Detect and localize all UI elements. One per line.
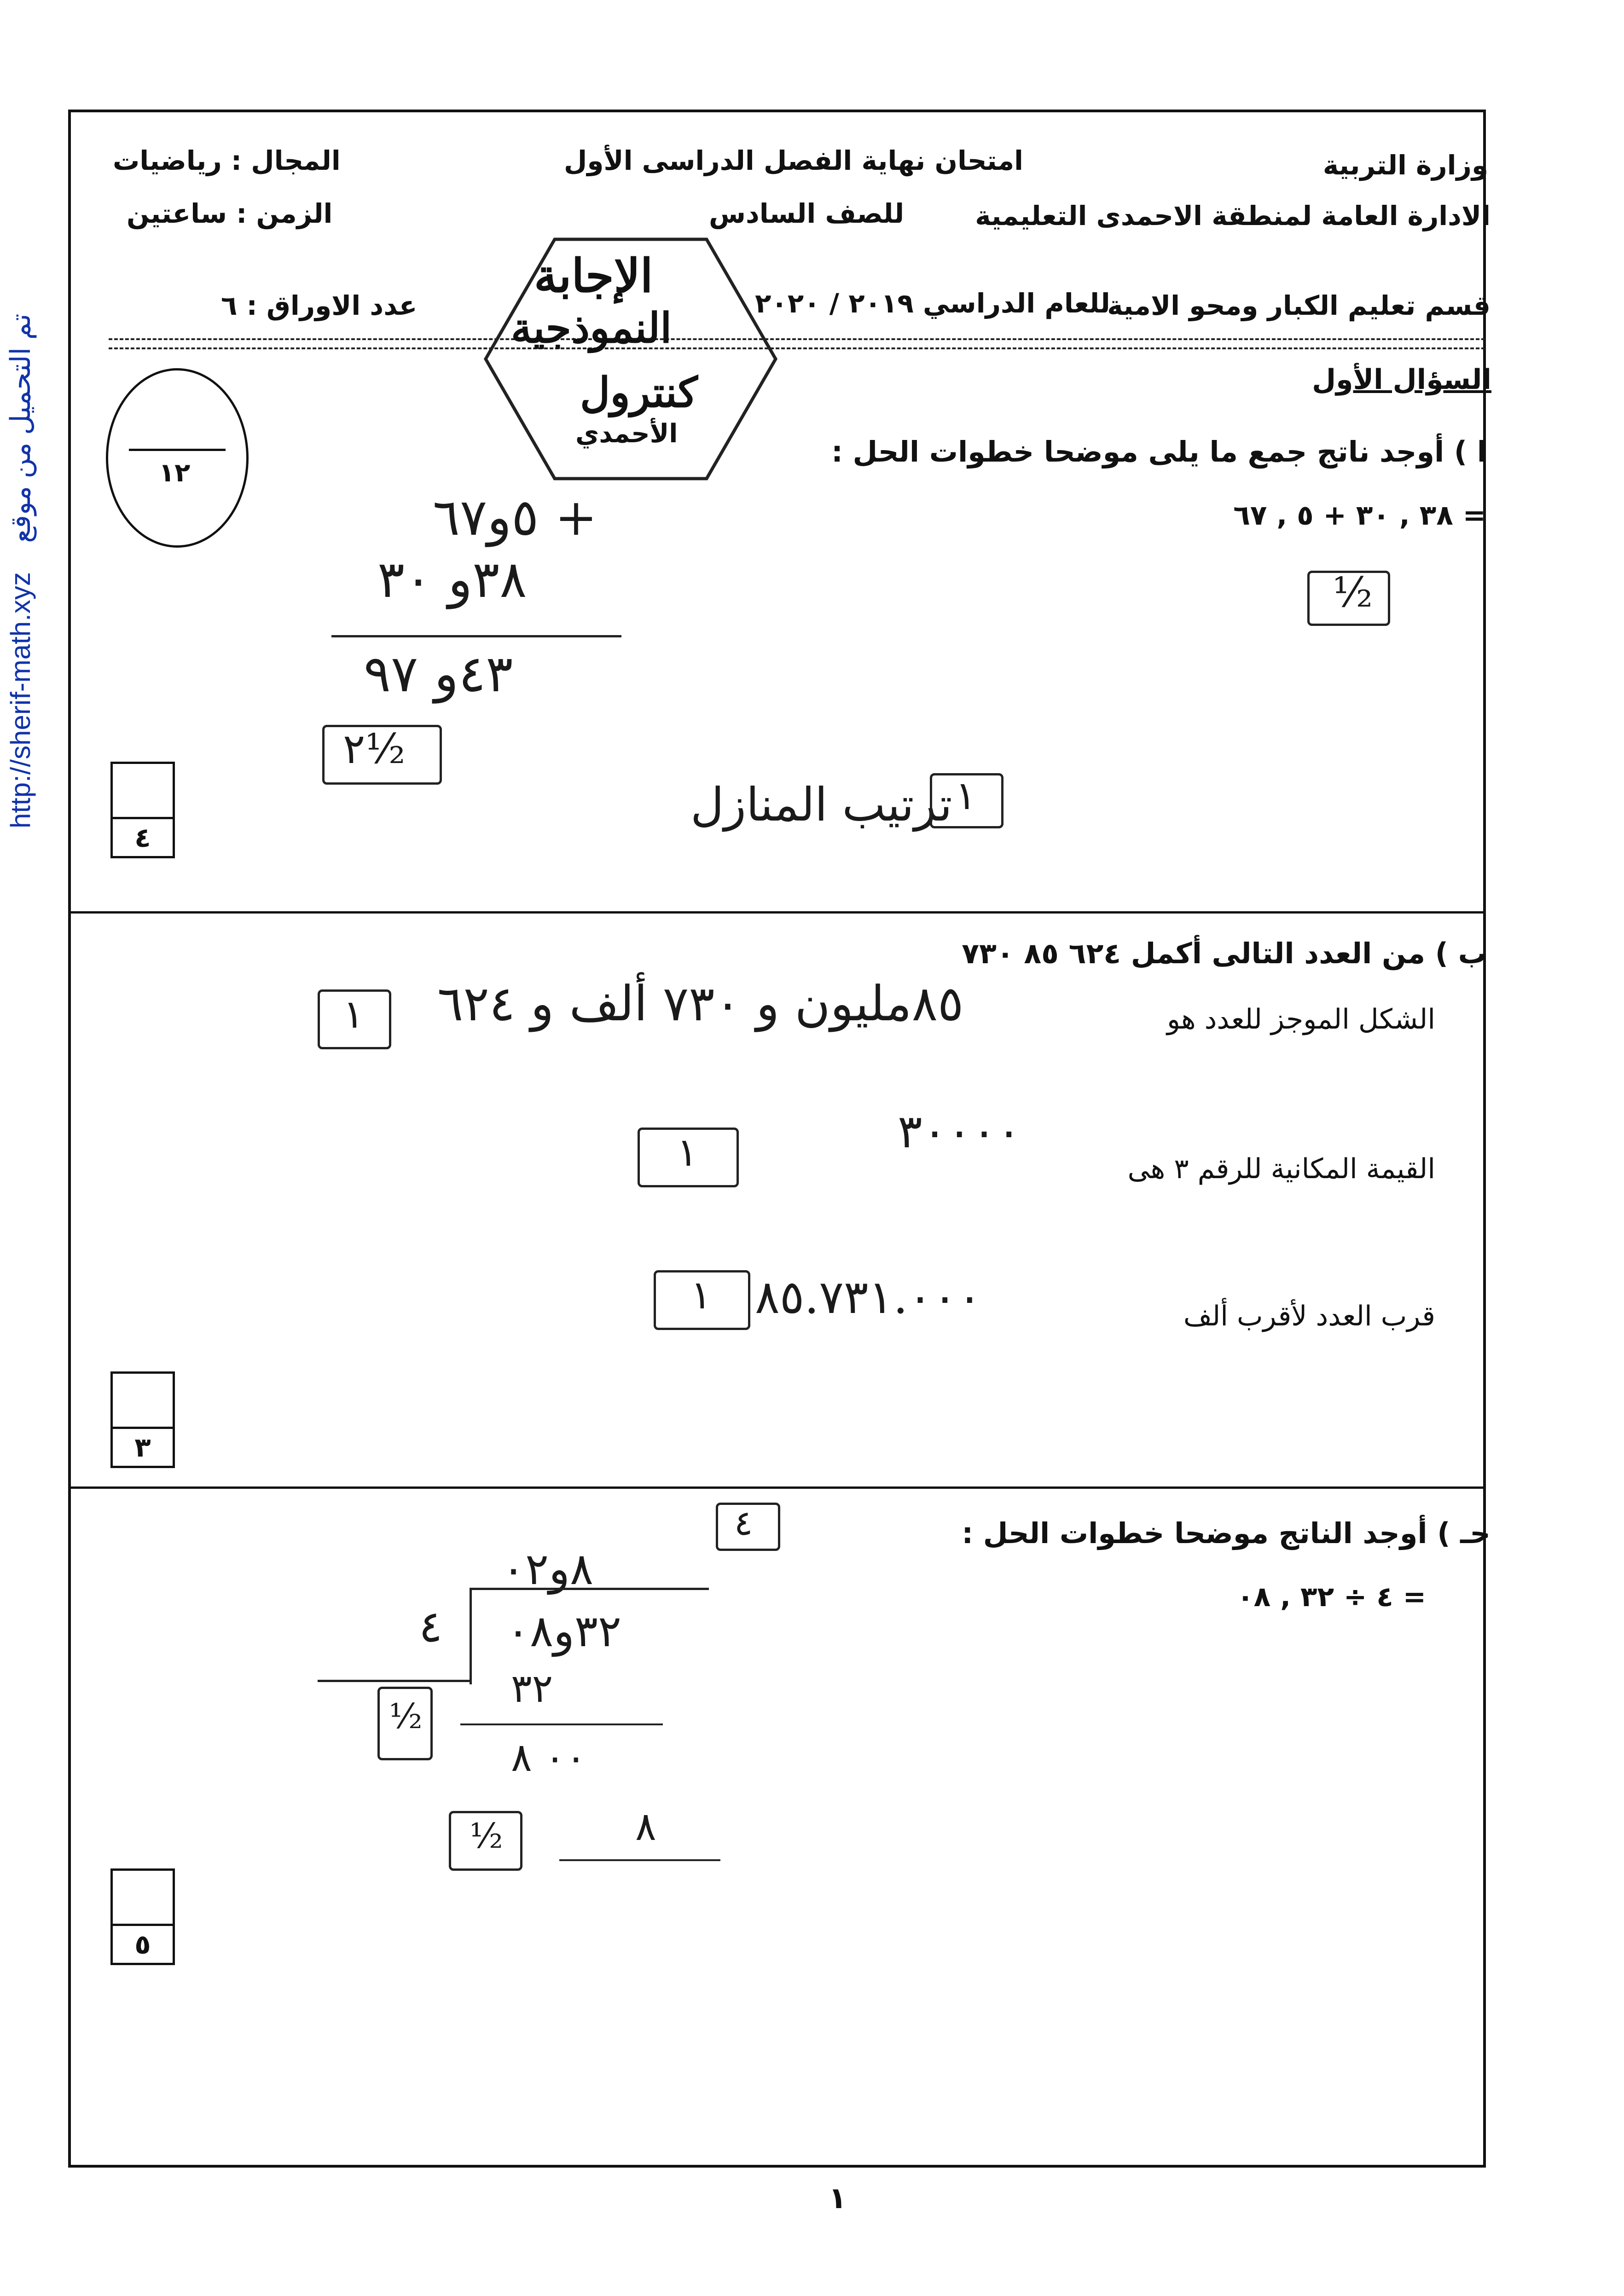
- q1c-prompt: حـ ) أوجد الناتج موضحا خطوات الحل :: [962, 1516, 1491, 1550]
- stamp-line-2: النموذجية: [511, 304, 672, 353]
- ministry-label: وزارة التربية: [1322, 150, 1488, 181]
- q1c-left-rule: [318, 1680, 472, 1682]
- q1a-note: ترتيب المنازل: [690, 778, 952, 832]
- q1c-step2: ٠٠ ٨: [511, 1735, 586, 1781]
- q1b-score-box: [110, 1371, 175, 1468]
- q1a-hand-line1: ٥و٦٧ +: [433, 488, 597, 547]
- directorate-label: الادارة العامة لمنطقة الاحمدى التعليمية: [975, 200, 1491, 231]
- stamp-line-1: الإجابة: [534, 249, 653, 303]
- side-download-link[interactable]: [5, 314, 37, 828]
- q1a-two-half-mark: ٢½: [322, 725, 442, 785]
- side-link-url[interactable]: http://sherif-math.xyz: [5, 572, 36, 828]
- q1c-half-mark-2: ½: [449, 1811, 522, 1871]
- q1b-line2-answer: ٣٠٠٠٠: [898, 1105, 1021, 1158]
- q1b-prompt: ب ) من العدد التالى أكمل ٦٢٤ ٨٥ ٧٣٠: [962, 937, 1487, 970]
- q1b-score: ٣: [134, 1432, 151, 1463]
- q1a-score-box: [110, 762, 175, 858]
- pages-count: عدد الاوراق : ٦: [221, 290, 418, 321]
- q1c-divisor: ٤: [419, 1602, 443, 1652]
- q1c-division-bar: [470, 1588, 709, 1590]
- q1c-step3: ٨: [635, 1804, 656, 1850]
- q1a-prompt: ا ) أوجد ناتج جمع ما يلى موضحا خطوات الحل :: [831, 435, 1487, 468]
- q1a-hand-result: ٤٣و ٩٧: [364, 644, 513, 703]
- q1b-line1-mark: ١: [318, 989, 391, 1049]
- q1c-score: ٥: [134, 1929, 151, 1960]
- grade-label: للصف السادس: [709, 198, 905, 229]
- q1c-dividend: ٣٢و٠٨: [506, 1606, 622, 1657]
- q1c-final-rule: [559, 1859, 720, 1861]
- exam-title: امتحان نهاية الفصل الدراسى الأول: [564, 145, 1024, 176]
- header-divider: [109, 338, 1485, 349]
- side-link-prefix: تم التحميل من موقع: [5, 313, 36, 543]
- subject-label: المجال : رياضيات: [113, 145, 341, 176]
- model-answer-stamp: [479, 230, 783, 488]
- q1c-step1: ٣٢: [511, 1666, 553, 1712]
- q1a-half-mark: ½: [1307, 571, 1390, 626]
- q1c-expression: = ٤ ÷ ٣٢ , ٠٨: [1237, 1581, 1426, 1613]
- divider-b-c: [68, 1486, 1483, 1489]
- q1a-sum-rule: [331, 635, 621, 637]
- q1a-expression: = ٣٨ , ٣٠ + ٥ , ٦٧: [1233, 499, 1486, 532]
- q1b-line1-label: الشكل الموجز للعدد هو: [1166, 1003, 1435, 1035]
- year-label: للعام الدراسي ٢٠١٩ / ٢٠٢٠: [755, 288, 1110, 319]
- q1a-score: ٤: [134, 822, 151, 853]
- page-number: ١: [829, 2181, 847, 2215]
- q1b-line3-label: قرب العدد لأقرب ألف: [1183, 1300, 1435, 1332]
- q1a-hand-line2: ٣٨و ٣٠: [377, 550, 527, 609]
- total-score-oval: [106, 368, 249, 548]
- q1b-line2-mark: ١: [638, 1128, 739, 1187]
- department-label: قسم تعليم الكبار ومحو الامية: [1107, 290, 1491, 321]
- q1c-four-mark: ٤: [716, 1503, 780, 1551]
- stamp-line-4: الأحمدي: [575, 419, 678, 449]
- q1b-line2-label: القيمة المكانية للرقم ٣ هى: [1127, 1153, 1435, 1185]
- total-score: ١٢: [159, 458, 191, 488]
- stamp-line-3: كنترول: [580, 368, 698, 417]
- q1b-line3-mark: ١: [654, 1270, 750, 1330]
- time-label: الزمن : ساعتين: [127, 198, 333, 229]
- q1c-score-box: [110, 1868, 175, 1965]
- q1c-step-rule: [460, 1723, 663, 1725]
- q1c-division-bracket: [470, 1588, 472, 1684]
- q1b-line3-answer: ٨٥.٧٣١.٠٠٠: [755, 1270, 982, 1324]
- q1b-line1-answer: ٨٥مليون و ٧٣٠ ألف و ٦٢٤: [437, 976, 964, 1032]
- q1a-note-mark: ١: [930, 773, 1003, 828]
- divider-a-b: [68, 911, 1483, 914]
- section-title: السؤال الأول: [1312, 364, 1491, 396]
- q1c-half-mark-1: ½: [377, 1687, 433, 1760]
- q1c-quotient: ٨و٠٢: [502, 1544, 593, 1595]
